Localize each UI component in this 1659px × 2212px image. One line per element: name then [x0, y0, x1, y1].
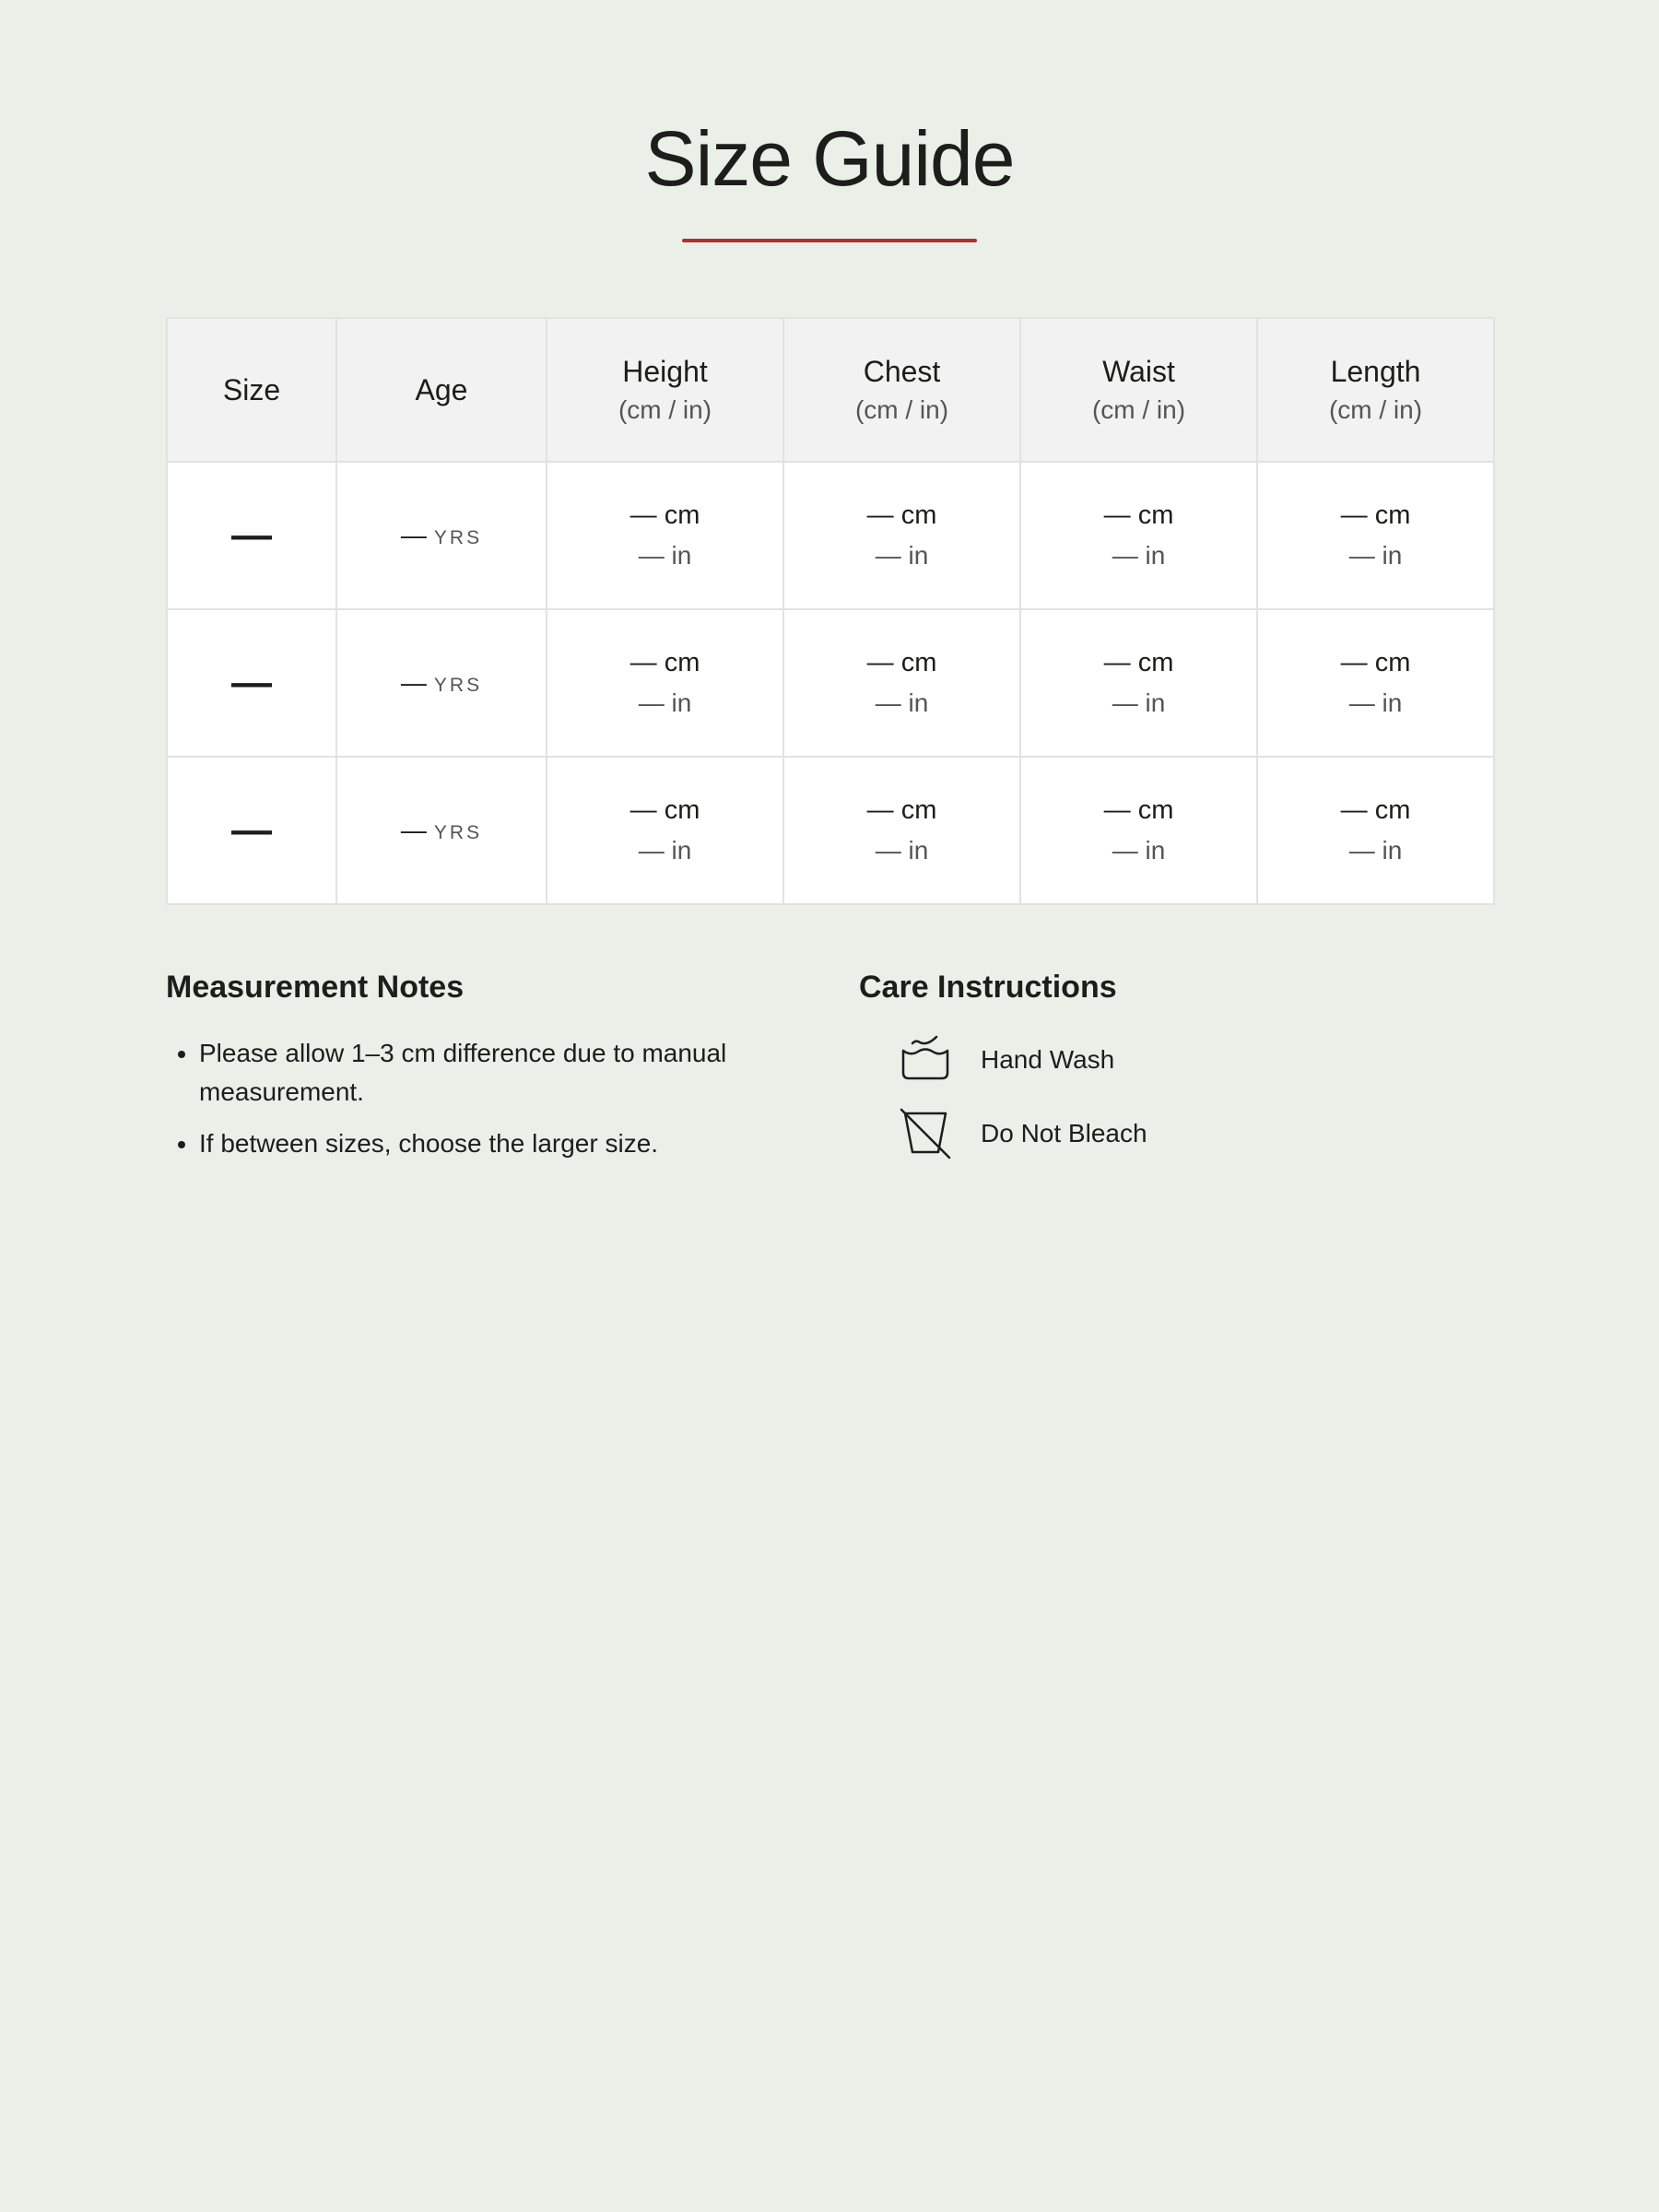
chest-cm: — cm [866, 795, 937, 825]
header-waist-label: Waist [1102, 355, 1175, 388]
header-height [547, 318, 783, 462]
header-row [167, 318, 1494, 462]
size-table-body [167, 462, 1494, 904]
chest-in: — in [875, 836, 929, 865]
waist-cm: — cm [1103, 500, 1174, 530]
cell-height [547, 462, 783, 609]
waist-in: — in [1112, 836, 1166, 865]
care-item-do-not-bleach [900, 1108, 1412, 1159]
header-age [336, 318, 547, 462]
height-cm: — cm [629, 795, 700, 825]
height-in: — in [638, 836, 692, 865]
header-chest-unit: (cm / in) [854, 395, 949, 424]
length-cm: — cm [1340, 648, 1411, 677]
cell-length [1257, 462, 1494, 609]
header-chest-label: Chest [863, 355, 941, 388]
header-height-label: Height [622, 355, 708, 388]
header-waist [1020, 318, 1257, 462]
cell-age [336, 462, 547, 609]
length-cm: — cm [1340, 500, 1411, 530]
cell-height [547, 609, 783, 757]
table-row [167, 609, 1494, 757]
waist-in: — in [1112, 688, 1166, 717]
measurement-notes-heading: Measurement Notes [166, 970, 465, 1005]
waist-in: — in [1112, 541, 1166, 570]
size-table-header [167, 318, 1494, 462]
do-not-bleach-icon [900, 1108, 951, 1159]
length-cm: — cm [1340, 795, 1411, 825]
length-in: — in [1348, 836, 1403, 865]
chest-in: — in [875, 541, 929, 570]
age-value: — [400, 816, 427, 844]
cell-length [1257, 609, 1494, 757]
cell-size [167, 757, 336, 904]
age-unit: YRS [433, 675, 483, 696]
cell-chest [783, 462, 1020, 609]
size-value: — [231, 660, 272, 705]
chest-in: — in [875, 688, 929, 717]
cell-size [167, 609, 336, 757]
measurement-notes-section [166, 966, 793, 1176]
chest-cm: — cm [866, 500, 937, 530]
care-item-label: Hand Wash [981, 1045, 1115, 1074]
height-in: — in [638, 688, 692, 717]
care-item-hand-wash [900, 1034, 1412, 1086]
height-cm: — cm [629, 500, 700, 530]
size-value: — [231, 807, 272, 853]
age-value: — [400, 668, 427, 697]
cell-chest [783, 757, 1020, 904]
header-age-label: Age [415, 373, 468, 406]
cell-age [336, 609, 547, 757]
header-length-unit: (cm / in) [1328, 395, 1423, 424]
height-in: — in [638, 541, 692, 570]
size-table [166, 317, 1495, 905]
cell-size [167, 462, 336, 609]
cell-age [336, 757, 547, 904]
table-row [167, 757, 1494, 904]
care-instructions-section [859, 966, 1412, 1182]
header-height-unit: (cm / in) [618, 395, 712, 424]
height-cm: — cm [629, 648, 700, 677]
title-underline [682, 239, 977, 242]
cell-height [547, 757, 783, 904]
table-row [167, 462, 1494, 609]
header-waist-unit: (cm / in) [1091, 395, 1186, 424]
length-in: — in [1348, 541, 1403, 570]
care-instructions-heading: Care Instructions [859, 970, 1117, 1005]
cell-length [1257, 757, 1494, 904]
cell-chest [783, 609, 1020, 757]
care-item-label: Do Not Bleach [981, 1119, 1147, 1147]
cell-waist [1020, 757, 1257, 904]
cell-waist [1020, 462, 1257, 609]
measurement-notes-list [166, 1034, 793, 1163]
hand-wash-icon [900, 1034, 951, 1086]
cell-waist [1020, 609, 1257, 757]
size-value: — [231, 512, 272, 558]
length-in: — in [1348, 688, 1403, 717]
age-unit: YRS [433, 822, 483, 843]
list-item: • If between sizes, choose the larger size. [199, 1124, 793, 1163]
header-chest [783, 318, 1020, 462]
age-unit: YRS [433, 527, 483, 548]
header-size [167, 318, 336, 462]
header-size-label: Size [222, 373, 281, 406]
waist-cm: — cm [1103, 648, 1174, 677]
waist-cm: — cm [1103, 795, 1174, 825]
age-value: — [400, 521, 427, 549]
header-length [1257, 318, 1494, 462]
list-item: • Please allow 1–3 cm difference due to manual measurement. [199, 1034, 793, 1112]
header-length-label: Length [1330, 355, 1421, 388]
page-title: Size Guide [644, 115, 1015, 202]
chest-cm: — cm [866, 648, 937, 677]
